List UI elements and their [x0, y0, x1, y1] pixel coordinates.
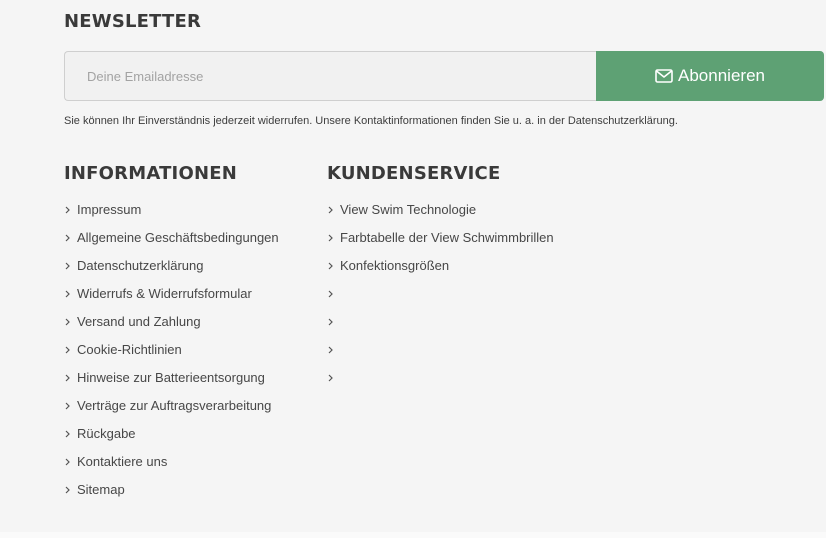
email-input[interactable] — [64, 51, 597, 101]
chevron-right-icon — [327, 318, 334, 326]
chevron-right-icon — [64, 402, 71, 410]
footer-link-label[interactable]: Datenschutzerklärung — [77, 258, 204, 273]
footer-link-label[interactable]: Farbtabelle der View Schwimmbrillen — [340, 230, 554, 245]
chevron-right-icon — [64, 318, 71, 326]
footer-link-label[interactable]: Widerrufs & Widerrufsformular — [77, 286, 252, 301]
newsletter-title: NEWSLETTER — [64, 11, 202, 32]
footer-link-label[interactable]: Konfektionsgrößen — [340, 258, 450, 273]
footer-link[interactable] — [327, 280, 554, 308]
footer-link-label[interactable]: Allgemeine Geschäftsbedingungen — [77, 230, 279, 245]
footer-link-label[interactable]: Verträge zur Auftragsverarbeitung — [77, 398, 272, 413]
footer-link[interactable] — [327, 224, 554, 252]
chevron-right-icon — [327, 346, 334, 354]
chevron-right-icon — [327, 206, 334, 214]
consent-text: Sie können Ihr Einverständnis jederzeit widerrufen. Unsere Kontaktinformationen finden Sie u. a. in der Datenschutzerklärung. — [64, 115, 678, 127]
envelope-icon — [655, 69, 673, 83]
chevron-right-icon — [64, 346, 71, 354]
kundenservice-list — [327, 196, 554, 392]
footer-link-label[interactable]: Versand und Zahlung — [77, 314, 201, 329]
chevron-right-icon — [64, 234, 71, 242]
chevron-right-icon — [327, 290, 334, 298]
footer-link[interactable] — [327, 336, 554, 364]
chevron-right-icon — [64, 374, 71, 382]
chevron-right-icon — [327, 374, 334, 382]
informationen-title: INFORMATIONEN — [64, 163, 237, 184]
footer-link[interactable] — [64, 224, 279, 252]
footer-link[interactable] — [64, 476, 279, 504]
chevron-right-icon — [327, 262, 334, 270]
footer-link-label[interactable]: Cookie-Richtlinien — [77, 342, 182, 357]
chevron-right-icon — [64, 430, 71, 438]
footer-link[interactable] — [64, 280, 279, 308]
chevron-right-icon — [327, 234, 334, 242]
subscribe-button[interactable] — [596, 51, 824, 101]
footer-link[interactable] — [64, 252, 279, 280]
footer-link-label[interactable]: Rückgabe — [77, 426, 136, 441]
footer-link-label[interactable]: Impressum — [77, 202, 142, 217]
footer-link[interactable] — [64, 364, 279, 392]
chevron-right-icon — [64, 458, 71, 466]
chevron-right-icon — [64, 206, 71, 214]
chevron-right-icon — [64, 262, 71, 270]
footer-link[interactable] — [64, 308, 279, 336]
footer-link[interactable] — [327, 364, 554, 392]
footer-link[interactable] — [64, 196, 279, 224]
footer-link-label[interactable]: View Swim Technologie — [340, 202, 477, 217]
chevron-right-icon — [64, 290, 71, 298]
informationen-list — [64, 196, 279, 504]
footer-link[interactable] — [327, 252, 554, 280]
footer-link[interactable] — [327, 196, 554, 224]
footer-link[interactable] — [64, 448, 279, 476]
kundenservice-title: KUNDENSERVICE — [327, 163, 501, 184]
footer-link[interactable] — [327, 308, 554, 336]
footer-link-label[interactable]: Hinweise zur Batterieentsorgung — [77, 370, 265, 385]
subscribe-label: Abonnieren — [678, 66, 765, 85]
chevron-right-icon — [64, 486, 71, 494]
footer-link[interactable] — [64, 392, 279, 420]
footer-link-label[interactable]: Sitemap — [77, 482, 125, 497]
footer-link[interactable] — [64, 336, 279, 364]
footer-bottom-strip — [0, 532, 826, 538]
footer-link-label[interactable]: Kontaktiere uns — [77, 454, 168, 469]
footer-link[interactable] — [64, 420, 279, 448]
